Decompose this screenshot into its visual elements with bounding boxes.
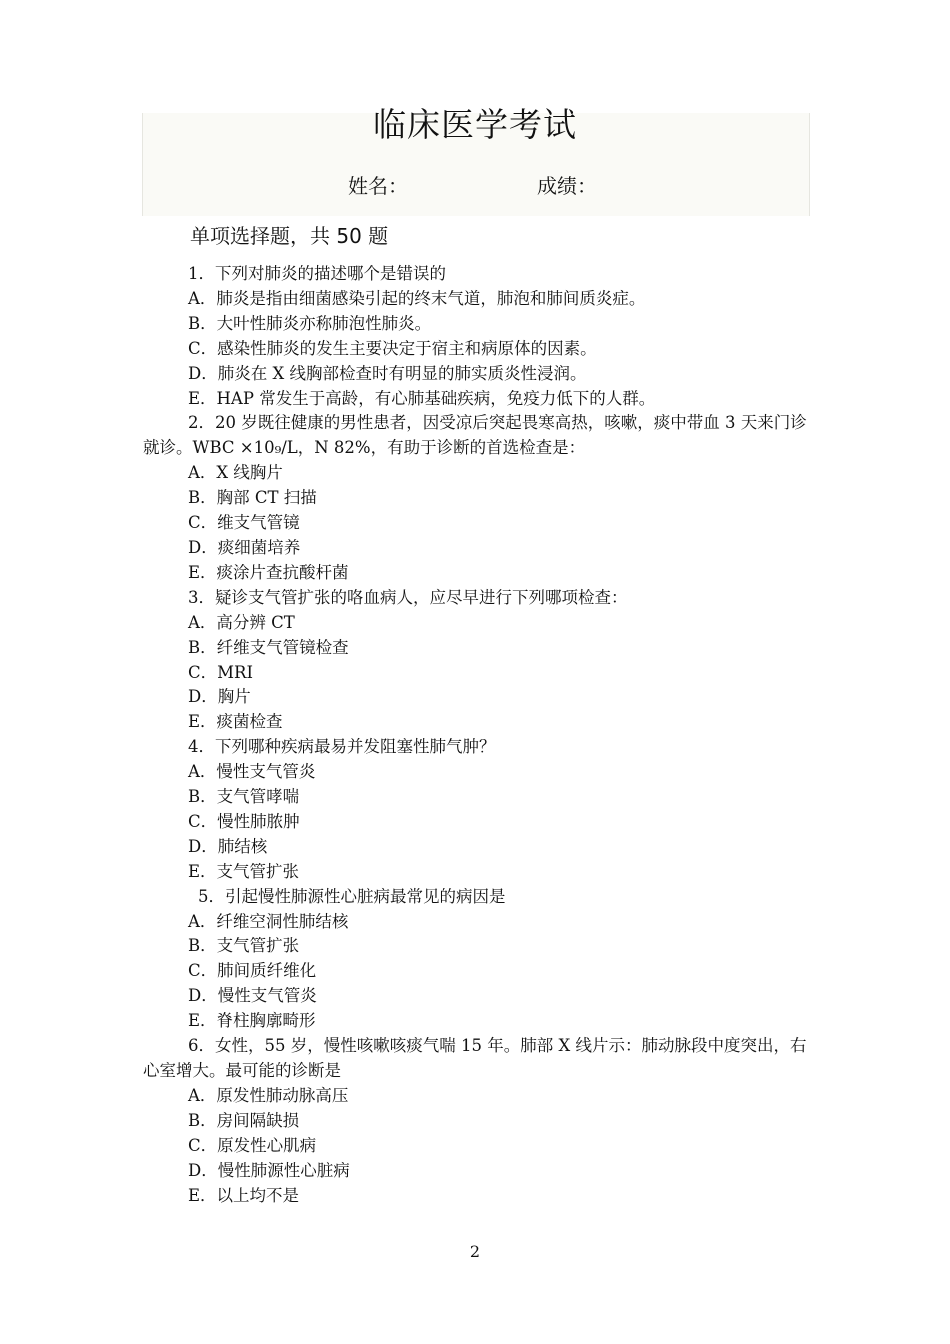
answer-option: E．HAP 常发生于高龄，有心肺基础疾病，免疫力低下的人群。 <box>188 388 656 408</box>
answer-option: D．肺结核 <box>188 836 268 856</box>
answer-option: E．痰菌检查 <box>188 712 283 732</box>
question-list <box>143 262 808 1208</box>
student-info <box>0 168 950 204</box>
answer-option: B．大叶性肺炎亦称肺泡性肺炎。 <box>188 313 432 333</box>
exam-title: 临床医学考试 <box>373 105 577 144</box>
page-number: 2 <box>469 1242 481 1261</box>
answer-option: A．慢性支气管炎 <box>188 762 316 782</box>
name-label: 姓名： <box>348 174 408 198</box>
score-label: 成绩： <box>537 174 597 198</box>
answer-option: D．慢性肺源性心脏病 <box>188 1160 350 1180</box>
answer-option: C．感染性肺炎的发生主要决定于宿主和病原体的因素。 <box>188 338 597 358</box>
answer-option: D．痰细菌培养 <box>188 537 301 557</box>
answer-option: C．维支气管镜 <box>188 513 300 533</box>
question-stem: 3．疑诊支气管扩张的咯血病人，应尽早进行下列哪项检查： <box>188 587 628 607</box>
answer-option: C．慢性肺脓肿 <box>188 811 300 831</box>
answer-option: E．支气管扩张 <box>188 861 300 881</box>
question-stem: 6．女性，55 岁，慢性咳嗽咳痰气喘 15 年。肺部 X 线片示：肺动脉段中度突出，右心室增大。最可能的诊断是 <box>143 1036 807 1080</box>
answer-option: A．纤维空洞性肺结核 <box>188 911 349 931</box>
question-stem: 2．20 岁既往健康的男性患者，因受凉后突起畏寒高热，咳嗽，痰中带血 3 天来门诊就诊。WBC ×10₉/L，N 82%，有助于诊断的首选检查是： <box>143 413 807 458</box>
answer-option: B．纤维支气管镜检查 <box>188 637 349 657</box>
answer-option: B．支气管哮喘 <box>188 787 300 807</box>
answer-option: E．脊柱胸廓畸形 <box>188 1011 316 1031</box>
question-stem: 1．下列对肺炎的描述哪个是错误的 <box>188 264 446 283</box>
section-title: 单项选择题，共 50 题 <box>190 224 389 248</box>
answer-option: D．肺炎在 X 线胸部检查时有明显的肺实质炎性浸润。 <box>188 363 587 383</box>
answer-option: B．胸部 CT 扫描 <box>188 488 317 508</box>
answer-option: C．原发性心肌病 <box>188 1135 317 1155</box>
answer-option: C．肺间质纤维化 <box>188 961 317 981</box>
answer-option: A．高分辨 CT <box>188 612 295 632</box>
answer-option: E．痰涂片查抗酸杆菌 <box>188 562 349 582</box>
answer-option: E．以上均不是 <box>188 1185 300 1205</box>
answer-option: A．肺炎是指由细菌感染引起的终末气道，肺泡和肺间质炎症。 <box>188 288 646 308</box>
answer-option: B．房间隔缺损 <box>188 1110 300 1130</box>
answer-option: D．胸片 <box>188 687 251 707</box>
answer-option: C．MRI <box>188 662 253 682</box>
answer-option: B．支气管扩张 <box>188 936 300 956</box>
answer-option: A．原发性肺动脉高压 <box>188 1085 349 1105</box>
answer-option: A．X 线胸片 <box>188 463 283 483</box>
question-stem: 5．引起慢性肺源性心脏病最常见的病因是 <box>198 886 506 906</box>
question-stem: 4．下列哪种疾病最易并发阻塞性肺气肿？ <box>188 737 496 757</box>
answer-option: D．慢性支气管炎 <box>188 986 317 1006</box>
